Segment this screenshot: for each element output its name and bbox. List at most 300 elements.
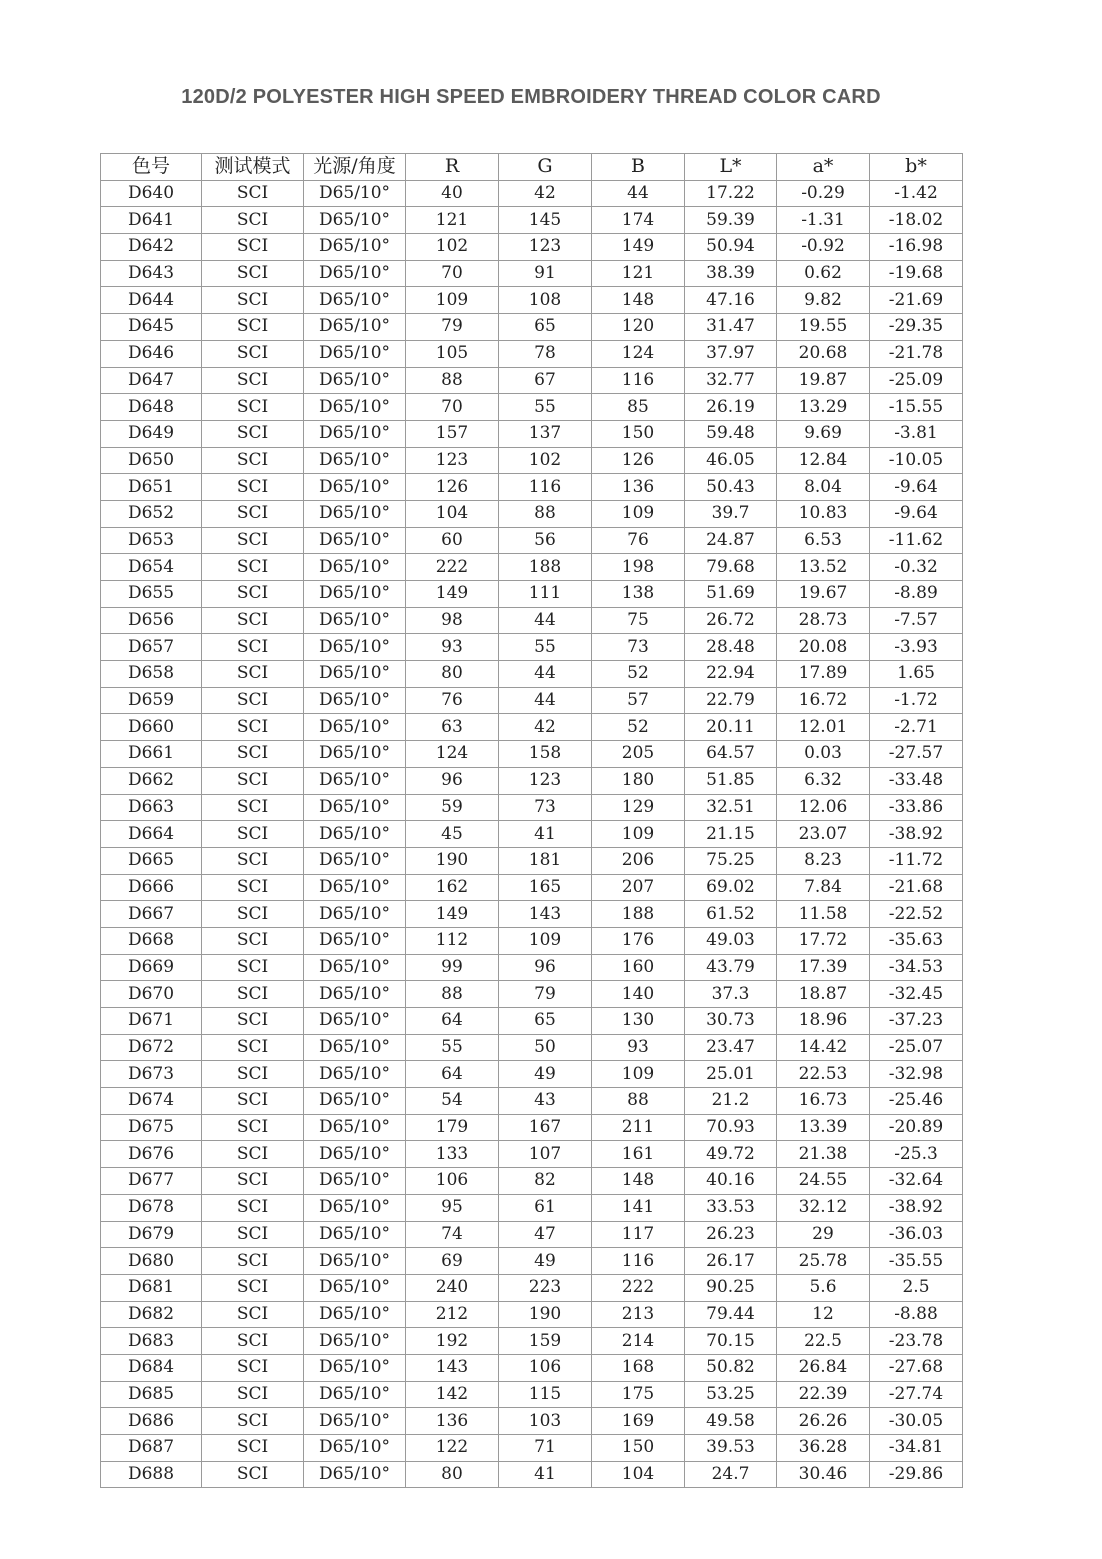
r-value: 40 [406,180,499,207]
r-value: 64 [406,1061,499,1088]
a-value: 32.12 [777,1194,870,1221]
g-value: 91 [499,260,592,287]
test-mode: SCI [202,874,304,901]
b-value: 176 [592,927,685,954]
color-code: D664 [101,821,202,848]
a-value: 6.53 [777,527,870,554]
l-value: 28.48 [685,634,777,661]
table-row [101,927,963,954]
l-value: 49.72 [685,1141,777,1168]
b-star-value: -38.92 [870,1194,963,1221]
l-value: 38.39 [685,260,777,287]
g-value: 73 [499,794,592,821]
l-value: 50.82 [685,1354,777,1381]
illuminant-angle: D65/10° [304,420,406,447]
test-mode: SCI [202,794,304,821]
l-value: 37.3 [685,981,777,1008]
g-value: 115 [499,1381,592,1408]
illuminant-angle: D65/10° [304,1435,406,1462]
color-code: D665 [101,847,202,874]
r-value: 143 [406,1354,499,1381]
b-value: 160 [592,954,685,981]
color-code: D673 [101,1061,202,1088]
illuminant-angle: D65/10° [304,447,406,474]
r-value: 192 [406,1328,499,1355]
b-value: 174 [592,207,685,234]
test-mode: SCI [202,1141,304,1168]
b-value: 141 [592,1194,685,1221]
illuminant-angle: D65/10° [304,1061,406,1088]
b-value: 93 [592,1034,685,1061]
b-value: 149 [592,234,685,261]
b-value: 109 [592,500,685,527]
b-star-value: -36.03 [870,1221,963,1248]
test-mode: SCI [202,607,304,634]
g-value: 71 [499,1435,592,1462]
g-value: 143 [499,901,592,928]
b-value: 129 [592,794,685,821]
b-star-value: -29.35 [870,314,963,341]
test-mode: SCI [202,581,304,608]
table-row [101,287,963,314]
table-row [101,767,963,794]
color-code: D641 [101,207,202,234]
test-mode: SCI [202,767,304,794]
color-code: D660 [101,714,202,741]
b-star-value: -8.88 [870,1301,963,1328]
table-row [101,634,963,661]
a-value: 22.39 [777,1381,870,1408]
g-value: 49 [499,1061,592,1088]
color-code: D674 [101,1088,202,1115]
b-value: 44 [592,180,685,207]
g-value: 42 [499,180,592,207]
test-mode: SCI [202,367,304,394]
r-value: 105 [406,340,499,367]
l-value: 49.58 [685,1408,777,1435]
color-code: D681 [101,1274,202,1301]
test-mode: SCI [202,1194,304,1221]
test-mode: SCI [202,234,304,261]
illuminant-angle: D65/10° [304,1461,406,1488]
table-row [101,1114,963,1141]
r-value: 80 [406,1461,499,1488]
l-value: 24.87 [685,527,777,554]
b-star-value: -25.07 [870,1034,963,1061]
g-value: 158 [499,741,592,768]
g-value: 223 [499,1274,592,1301]
table-row [101,447,963,474]
g-value: 82 [499,1168,592,1195]
b-star-value: -21.68 [870,874,963,901]
b-star-value: -2.71 [870,714,963,741]
l-value: 25.01 [685,1061,777,1088]
l-value: 22.79 [685,687,777,714]
table-row [101,607,963,634]
r-value: 88 [406,367,499,394]
r-value: 112 [406,927,499,954]
test-mode: SCI [202,287,304,314]
test-mode: SCI [202,1461,304,1488]
l-value: 40.16 [685,1168,777,1195]
a-value: 30.46 [777,1461,870,1488]
l-value: 31.47 [685,314,777,341]
g-value: 109 [499,927,592,954]
b-star-value: -34.81 [870,1435,963,1462]
b-value: 150 [592,1435,685,1462]
l-value: 79.44 [685,1301,777,1328]
color-code: D655 [101,581,202,608]
illuminant-angle: D65/10° [304,527,406,554]
illuminant-angle: D65/10° [304,901,406,928]
b-star-value: -8.89 [870,581,963,608]
l-value: 59.39 [685,207,777,234]
g-value: 50 [499,1034,592,1061]
b-value: 109 [592,1061,685,1088]
table-row [101,821,963,848]
g-value: 47 [499,1221,592,1248]
header-row [101,154,963,181]
b-star-value: -11.72 [870,847,963,874]
illuminant-angle: D65/10° [304,180,406,207]
b-value: 85 [592,394,685,421]
b-star-value: -32.45 [870,981,963,1008]
illuminant-angle: D65/10° [304,340,406,367]
a-value: 23.07 [777,821,870,848]
color-code: D679 [101,1221,202,1248]
illuminant-angle: D65/10° [304,607,406,634]
column-header-illuminant-angle: 光源/角度 [304,154,406,181]
illuminant-angle: D65/10° [304,1168,406,1195]
r-value: 123 [406,447,499,474]
test-mode: SCI [202,821,304,848]
b-value: 124 [592,340,685,367]
color-code: D683 [101,1328,202,1355]
l-value: 69.02 [685,874,777,901]
color-code: D650 [101,447,202,474]
color-code: D649 [101,420,202,447]
b-value: 138 [592,581,685,608]
table-row [101,581,963,608]
table-row [101,901,963,928]
test-mode: SCI [202,901,304,928]
illuminant-angle: D65/10° [304,767,406,794]
test-mode: SCI [202,954,304,981]
color-code: D672 [101,1034,202,1061]
r-value: 136 [406,1408,499,1435]
b-star-value: -9.64 [870,500,963,527]
a-value: 19.67 [777,581,870,608]
table-row [101,661,963,688]
test-mode: SCI [202,554,304,581]
g-value: 44 [499,607,592,634]
b-value: 150 [592,420,685,447]
g-value: 42 [499,714,592,741]
b-value: 222 [592,1274,685,1301]
g-value: 41 [499,1461,592,1488]
b-value: 169 [592,1408,685,1435]
a-value: 22.53 [777,1061,870,1088]
a-value: 19.55 [777,314,870,341]
table-row [101,314,963,341]
b-star-value: -23.78 [870,1328,963,1355]
table-row [101,420,963,447]
a-value: 16.73 [777,1088,870,1115]
l-value: 70.93 [685,1114,777,1141]
r-value: 126 [406,474,499,501]
l-value: 23.47 [685,1034,777,1061]
illuminant-angle: D65/10° [304,554,406,581]
table-row [101,1354,963,1381]
test-mode: SCI [202,1408,304,1435]
r-value: 102 [406,234,499,261]
illuminant-angle: D65/10° [304,687,406,714]
table-row [101,260,963,287]
l-value: 47.16 [685,287,777,314]
b-star-value: -25.46 [870,1088,963,1115]
illuminant-angle: D65/10° [304,634,406,661]
g-value: 49 [499,1248,592,1275]
r-value: 109 [406,287,499,314]
test-mode: SCI [202,207,304,234]
column-header-color-no: 色号 [101,154,202,181]
test-mode: SCI [202,260,304,287]
illuminant-angle: D65/10° [304,847,406,874]
g-value: 78 [499,340,592,367]
b-value: 136 [592,474,685,501]
b-star-value: -7.57 [870,607,963,634]
a-value: 28.73 [777,607,870,634]
b-star-value: -18.02 [870,207,963,234]
l-value: 24.7 [685,1461,777,1488]
test-mode: SCI [202,420,304,447]
g-value: 44 [499,687,592,714]
r-value: 104 [406,500,499,527]
g-value: 188 [499,554,592,581]
illuminant-angle: D65/10° [304,741,406,768]
b-value: 52 [592,661,685,688]
illuminant-angle: D65/10° [304,874,406,901]
test-mode: SCI [202,847,304,874]
table-row [101,1381,963,1408]
r-value: 70 [406,394,499,421]
table-row [101,794,963,821]
b-value: 206 [592,847,685,874]
a-value: 24.55 [777,1168,870,1195]
illuminant-angle: D65/10° [304,1408,406,1435]
test-mode: SCI [202,1435,304,1462]
b-star-value: -27.57 [870,741,963,768]
test-mode: SCI [202,474,304,501]
r-value: 88 [406,981,499,1008]
test-mode: SCI [202,634,304,661]
test-mode: SCI [202,527,304,554]
b-value: 207 [592,874,685,901]
illuminant-angle: D65/10° [304,207,406,234]
test-mode: SCI [202,1034,304,1061]
test-mode: SCI [202,1274,304,1301]
illuminant-angle: D65/10° [304,287,406,314]
table-row [101,1141,963,1168]
test-mode: SCI [202,340,304,367]
a-value: 6.32 [777,767,870,794]
b-star-value: -35.63 [870,927,963,954]
test-mode: SCI [202,1221,304,1248]
illuminant-angle: D65/10° [304,367,406,394]
r-value: 55 [406,1034,499,1061]
b-star-value: -29.86 [870,1461,963,1488]
b-star-value: -0.32 [870,554,963,581]
color-code: D688 [101,1461,202,1488]
b-star-value: -20.89 [870,1114,963,1141]
color-code: D678 [101,1194,202,1221]
g-value: 61 [499,1194,592,1221]
r-value: 63 [406,714,499,741]
r-value: 149 [406,581,499,608]
r-value: 157 [406,420,499,447]
a-value: 20.68 [777,340,870,367]
l-value: 26.72 [685,607,777,634]
color-code: D644 [101,287,202,314]
color-code: D658 [101,661,202,688]
test-mode: SCI [202,687,304,714]
table-row [101,1221,963,1248]
r-value: 60 [406,527,499,554]
g-value: 181 [499,847,592,874]
illuminant-angle: D65/10° [304,1194,406,1221]
color-code: D647 [101,367,202,394]
l-value: 75.25 [685,847,777,874]
b-star-value: -1.72 [870,687,963,714]
g-value: 96 [499,954,592,981]
illuminant-angle: D65/10° [304,1354,406,1381]
a-value: 0.62 [777,260,870,287]
r-value: 79 [406,314,499,341]
b-star-value: -33.86 [870,794,963,821]
b-value: 180 [592,767,685,794]
l-value: 26.17 [685,1248,777,1275]
color-code: D643 [101,260,202,287]
l-value: 39.7 [685,500,777,527]
a-value: 5.6 [777,1274,870,1301]
color-code: D675 [101,1114,202,1141]
column-header-r: R [406,154,499,181]
b-star-value: -15.55 [870,394,963,421]
color-code: D640 [101,180,202,207]
l-value: 90.25 [685,1274,777,1301]
a-value: 13.52 [777,554,870,581]
b-star-value: -34.53 [870,954,963,981]
color-card-table [100,153,963,1488]
g-value: 65 [499,314,592,341]
illuminant-angle: D65/10° [304,821,406,848]
b-star-value: -27.74 [870,1381,963,1408]
illuminant-angle: D65/10° [304,981,406,1008]
b-value: 116 [592,1248,685,1275]
g-value: 167 [499,1114,592,1141]
a-value: 10.83 [777,500,870,527]
l-value: 49.03 [685,927,777,954]
l-value: 21.15 [685,821,777,848]
color-code: D666 [101,874,202,901]
a-value: 29 [777,1221,870,1248]
g-value: 41 [499,821,592,848]
illuminant-angle: D65/10° [304,1248,406,1275]
b-star-value: -32.64 [870,1168,963,1195]
b-value: 109 [592,821,685,848]
table-row [101,1461,963,1488]
color-code: D677 [101,1168,202,1195]
a-value: 19.87 [777,367,870,394]
g-value: 108 [499,287,592,314]
illuminant-angle: D65/10° [304,1301,406,1328]
color-code: D671 [101,1008,202,1035]
table-row [101,954,963,981]
g-value: 44 [499,661,592,688]
table-row [101,1194,963,1221]
test-mode: SCI [202,1248,304,1275]
a-value: 20.08 [777,634,870,661]
table-row [101,1248,963,1275]
illuminant-angle: D65/10° [304,314,406,341]
g-value: 79 [499,981,592,1008]
table-row [101,1168,963,1195]
table-body [101,180,963,1488]
illuminant-angle: D65/10° [304,581,406,608]
b-value: 175 [592,1381,685,1408]
b-value: 73 [592,634,685,661]
l-value: 32.77 [685,367,777,394]
table-row [101,847,963,874]
test-mode: SCI [202,1301,304,1328]
b-star-value: -22.52 [870,901,963,928]
color-code: D667 [101,901,202,928]
table-row [101,874,963,901]
r-value: 95 [406,1194,499,1221]
b-value: 52 [592,714,685,741]
test-mode: SCI [202,1328,304,1355]
g-value: 55 [499,634,592,661]
b-value: 213 [592,1301,685,1328]
g-value: 111 [499,581,592,608]
b-value: 121 [592,260,685,287]
l-value: 37.97 [685,340,777,367]
r-value: 179 [406,1114,499,1141]
b-value: 57 [592,687,685,714]
illuminant-angle: D65/10° [304,394,406,421]
color-code: D680 [101,1248,202,1275]
r-value: 98 [406,607,499,634]
r-value: 142 [406,1381,499,1408]
l-value: 64.57 [685,741,777,768]
color-code: D669 [101,954,202,981]
illuminant-angle: D65/10° [304,1381,406,1408]
g-value: 145 [499,207,592,234]
color-code: D662 [101,767,202,794]
b-star-value: -3.81 [870,420,963,447]
l-value: 61.52 [685,901,777,928]
a-value: 11.58 [777,901,870,928]
table-row [101,1328,963,1355]
b-value: 205 [592,741,685,768]
b-value: 130 [592,1008,685,1035]
b-star-value: -1.42 [870,180,963,207]
l-value: 79.68 [685,554,777,581]
b-star-value: -35.55 [870,1248,963,1275]
l-value: 33.53 [685,1194,777,1221]
b-star-value: -25.09 [870,367,963,394]
illuminant-angle: D65/10° [304,260,406,287]
